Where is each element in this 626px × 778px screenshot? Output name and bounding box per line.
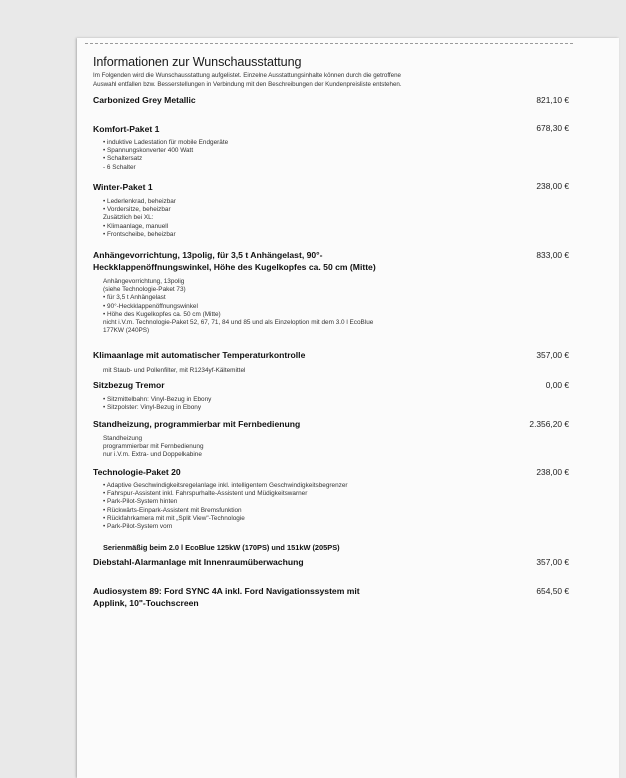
detail-line: • Fahrspur-Assistent inkl. Fahrspurhalte-Assistent und Müdigkeitswarner [103,490,308,498]
detail-line: • Höhe des Kugelkopfes ca. 50 cm (Mitte) [103,310,221,318]
item-price-sitzbezug: 0,00 € [545,380,569,390]
intro-line: Auswahl entfallen bzw. Besserstellungen in Verbindung mit den Beschreibungen der Kundenpreisliste entstehen. [93,80,402,88]
detail-line: • Park-Pilot-System hinten [103,498,178,506]
detail-line: • Frontscheibe, beheizbar [103,230,176,238]
detail-line: • für 3,5 t Anhängelast [103,294,166,302]
item-details-sitzbezug [103,396,523,412]
detail-line: • Park-Pilot-System vorn [103,523,173,531]
item-name-technologie-paket: Technologie-Paket 20 [93,467,181,477]
item-price-technologie-paket: 238,00 € [536,467,569,477]
document-intro [93,72,513,89]
item-name-alarmanlage: Diebstahl-Alarmanlage mit Innenraumüberwachung [93,557,304,567]
item-details-klimaanlage [103,367,523,375]
detail-line: • Klimaanlage, manuell [103,222,169,230]
detail-line: nur i.V.m. Extra- und Doppelkabine [103,451,202,459]
item-price-anhaengevorrichtung: 833,00 € [536,250,569,260]
header-divider [85,43,573,44]
item-price-klimaanlage: 357,00 € [536,350,569,360]
document-title: Informationen zur Wunschausstattung [93,55,302,69]
item-name-klimaanlage: Klimaanlage mit automatischer Temperaturkontrolle [93,350,306,360]
item-details-winter-paket [103,198,523,239]
detail-line: programmierbar mit Fernbedienung [103,443,204,451]
item-name-paint: Carbonized Grey Metallic [93,95,196,105]
intro-line: Im Folgenden wird die Wunschausstattung aufgelistet. Einzelne Ausstattungsinhalte können durch die getroffene [93,72,401,79]
detail-line: • Rückfahrkamera mit mit „Split View"-Technologie [103,514,245,522]
detail-line: • Vordersitze, beheizbar [103,206,171,214]
item-price-audiosystem: 654,50 € [536,586,569,596]
item-price-paint: 821,10 € [536,95,569,105]
item-name-komfort-paket: Komfort-Paket 1 [93,124,160,134]
detail-line: • Lederlenkrad, beheizbar [103,198,176,205]
item-price-komfort-paket: 678,30 € [536,123,569,133]
detail-line: • Sitzpolster: Vinyl-Bezug in Ebony [103,404,202,412]
detail-line: • Rückwärts-Einpark-Assistent mit Bremsfunktion [103,506,242,514]
detail-line: (siehe Technologie-Paket 73) [103,286,186,294]
detail-line: Anhängevorrichtung, 13polig [103,278,185,285]
item-name-sitzbezug: Sitzbezug Tremor [93,380,165,390]
item-price-winter-paket: 238,00 € [536,181,569,191]
detail-line: 177KW (240PS) [103,327,150,335]
item-name-standheizung: Standheizung, programmierbar mit Fernbedienung [93,419,301,429]
detail-line: • Spannungskonverter 400 Watt [103,147,194,155]
detail-line: nicht i.V.m. Technologie-Paket 52, 67, 71, 84 und 85 und als Einzeloption mit dem 3.0 l EcoBlue [103,319,374,327]
detail-line: Zusätzlich bei XL: [103,214,154,222]
item-price-alarmanlage: 357,00 € [536,557,569,567]
detail-line: mit Staub- und Pollenfilter, mit R1234yf-Kältemittel [103,367,246,374]
detail-line: • Adaptive Geschwindigkeitsregelanlage inkl. intelligentem Geschwindigkeitsbegrenzer [103,482,348,489]
item-details-standheizung [103,435,523,460]
item-details-komfort-paket [103,139,523,172]
item-name-winter-paket: Winter-Paket 1 [93,182,153,192]
detail-line: • induktive Ladestation für mobile Endgeräte [103,139,229,146]
item-name-audiosystem: Audiosystem 89: Ford SYNC 4A inkl. Ford Navigationssystem mit Applink, 10"-Touchscreen [93,586,360,608]
document-page [77,38,619,778]
item-name-anhaengevorrichtung: Anhängevorrichtung, 13polig, für 3,5 t Anhängelast, 90°- Heckklappenöffnungswinkel, Höhe des Kugelkopfes ca. 50 cm (Mitte) [93,250,376,272]
detail-line: Standheizung [103,435,143,442]
item-note-technologie-paket: Serienmäßig beim 2.0 l EcoBlue 125kW (170PS) und 151kW (205PS) [103,543,340,552]
item-details-anhaengevorrichtung [103,278,523,335]
detail-line: • Sitzmittelbahn: Vinyl-Bezug in Ebony [103,396,212,403]
item-details-technologie-paket [103,482,523,531]
item-price-standheizung: 2.356,20 € [529,419,569,429]
detail-line: - 6 Schalter [103,163,136,171]
detail-line: • 90°-Heckklappenöffnungswinkel [103,302,198,310]
detail-line: • Schaltersatz [103,155,143,163]
